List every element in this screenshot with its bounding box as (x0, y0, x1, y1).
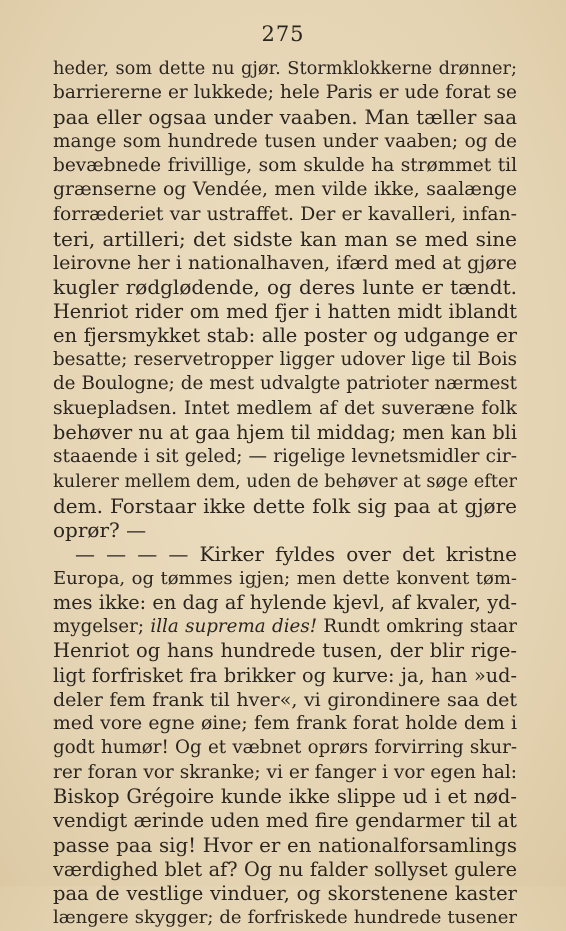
text-line: paa eller ogsaa under vaaben. Man tæller saa (53, 105, 517, 129)
text-line: mange som hundrede tusen under vaaben; og de (53, 130, 517, 152)
text-line: Henriot og hans hundrede tusen, der blir rige- (53, 639, 517, 663)
page-number: 275 (261, 22, 305, 46)
text-line: leirovne her i nationalhaven, ifærd med at gjøre (53, 252, 517, 275)
text-line: grænserne og Vendée, men vilde ikke, saalænge (53, 179, 517, 201)
text-line: med vore egne øine; fem frank forat holde dem i (53, 713, 517, 735)
text-line: teri, artilleri; det sidste kan man se med sine (53, 226, 517, 251)
body-text (53, 57, 517, 931)
text-line: mes ikke: en dag af hylende kjevl, af kvaler, yd- (53, 590, 517, 614)
text-line: oprør? — (53, 518, 147, 543)
text-line: ligt forfrisket fra brikker og kurve: ja, han »ud- (53, 663, 517, 687)
text-line: skuepladsen. Intet medlem af det suveræne folk (53, 397, 517, 419)
text-line: Europa, og tømmes igjen; men dette konvent tøm- (53, 567, 517, 589)
text-line: værdighed blet af? Og nu falder sollyset gulere (53, 857, 517, 881)
text-line: mygelser; illa suprema dies! Rundt omkring staar (53, 616, 517, 638)
text-line: besatte; reservetropper ligger udover lige til Bois (53, 349, 517, 371)
text-line: Biskop Grégoire kunde ikke slippe ud i et nød- (53, 784, 517, 808)
text-line: — — — — Kirker fyldes over det kristne (75, 542, 517, 567)
text-line: dem. Forstaar ikke dette folk sig paa at gjøre (53, 493, 517, 518)
text-line: kulerer mellem dem, uden de behøver at søge efter (53, 471, 517, 492)
text-line: staaende i sit geled; — rigelige levnetsmidler cir- (53, 446, 517, 468)
text-line: godt humør! Og et væbnet oprørs forvirring skur- (53, 737, 517, 759)
text-line: de Boulogne; de mest udvalgte patrioter nærmest (53, 373, 517, 395)
text-line: Henriot rider om med fjer i hatten midt iblandt (53, 299, 517, 323)
text-line: paa de vestlige vinduer, og skorstenene kaster (53, 882, 517, 906)
text-line: forræderiet var ustraffet. Der er kavalleri, infan- (53, 203, 517, 225)
text-line: passe paa sig! Hvor er en nationalforsamlings (53, 833, 517, 857)
text-line: deler fem frank til hver«, vi girondinere saa det (53, 688, 517, 711)
text-line: længere skygger; de forfriskede hundrede tusener (53, 907, 517, 929)
text-line: rer foran vor skranke; vi er fanger i vor egen hal: (53, 761, 517, 783)
text-line: bevæbnede frivillige, som skulde ha strømmet til (53, 155, 517, 177)
text-line: barriererne er lukkede; hele Paris er ude forat se (53, 82, 517, 104)
text-line: heder, som dette nu gjør. Stormklokkerne drønner; (53, 59, 517, 79)
text-line: kugler rødglødende, og deres lunte er tændt. (53, 275, 517, 300)
text-line: vendigt ærinde uden med fire gendarmer til at (53, 809, 517, 833)
text-line: en fjersmykket stab: alle poster og udgange er (53, 323, 517, 347)
text-line: behøver nu at gaa hjem til middag; men kan bli (53, 420, 517, 444)
